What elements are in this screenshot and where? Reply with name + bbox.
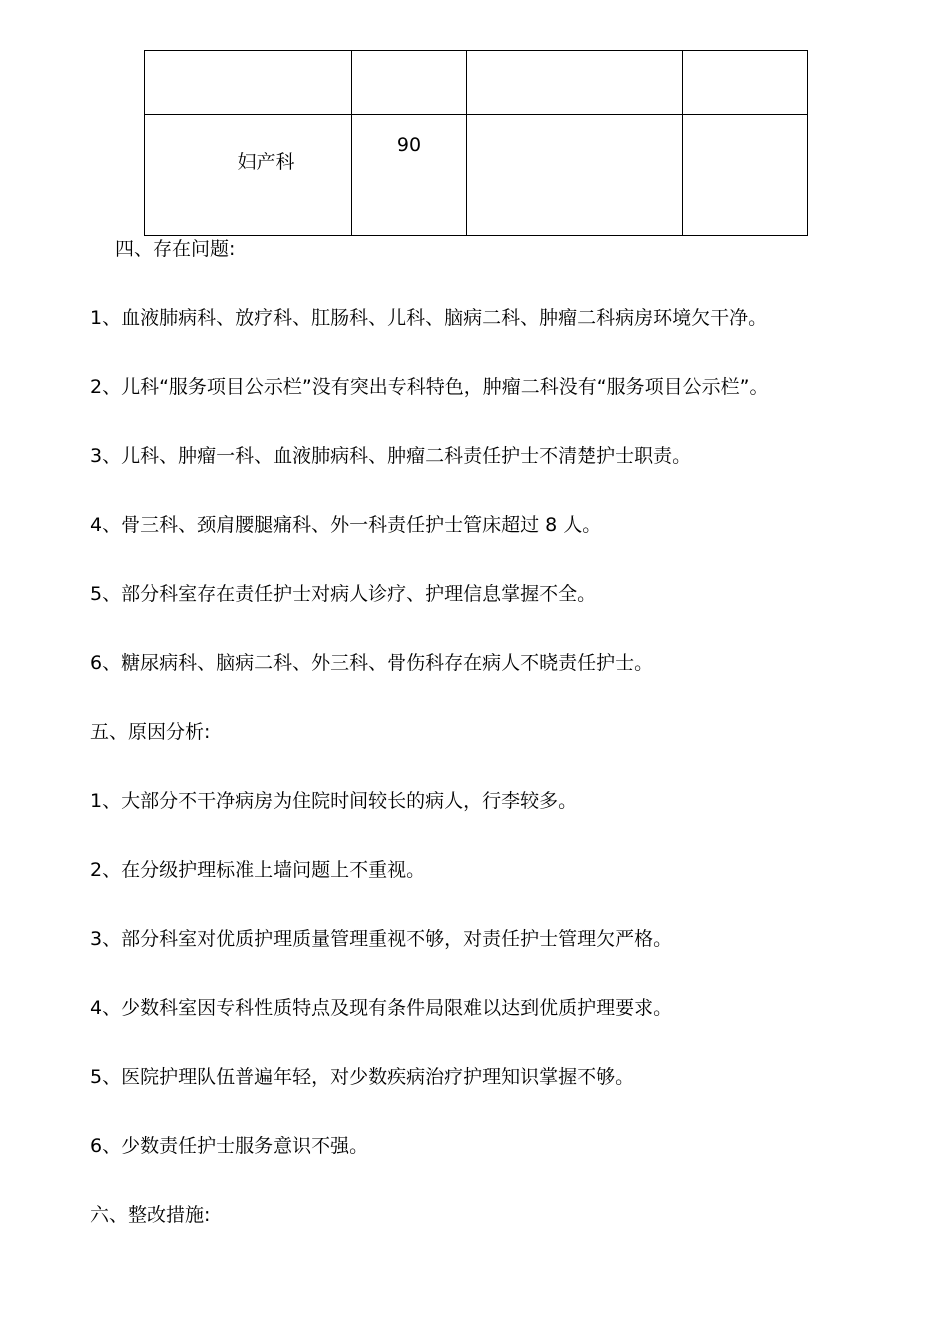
- score-table: [144, 50, 808, 236]
- problem-item-1: 1、血液肺病科、放疗科、肛肠科、儿科、脑病二科、肿瘤二科病房环境欠干净。: [90, 307, 768, 329]
- table-cell-score: [352, 51, 467, 115]
- table-cell-dept: [145, 51, 352, 115]
- table-row: [145, 115, 808, 236]
- dept-label: 妇产科: [237, 151, 295, 173]
- table-cell: [467, 115, 683, 236]
- cause-item-1: 1、大部分不干净病房为住院时间较长的病人，行李较多。: [90, 790, 578, 812]
- table-cell-score: 90: [352, 115, 467, 236]
- table-cell-dept: [145, 115, 352, 236]
- cause-item-4: 4、少数科室因专科性质特点及现有条件局限难以达到优质护理要求。: [90, 997, 673, 1019]
- cause-item-3: 3、部分科室对优质护理质量管理重视不够，对责任护士管理欠严格。: [90, 928, 673, 950]
- problem-item-2: 2、儿科“服务项目公示栏”没有突出专科特色，肿瘤二科没有“服务项目公示栏”。: [90, 376, 769, 398]
- problem-item-3: 3、儿科、肿瘤一科、血液肺病科、肿瘤二科责任护士不清楚护士职责。: [90, 445, 692, 467]
- cause-item-2: 2、在分级护理标准上墙问题上不重视。: [90, 859, 426, 881]
- cause-item-6: 6、少数责任护士服务意识不强。: [90, 1135, 369, 1157]
- problem-item-5: 5、部分科室存在责任护士对病人诊疗、护理信息掌握不全。: [90, 583, 597, 605]
- table-cell: [683, 51, 808, 115]
- cause-item-5: 5、医院护理队伍普遍年轻，对少数疾病治疗护理知识掌握不够。: [90, 1066, 635, 1088]
- problem-item-6: 6、糖尿病科、脑病二科、外三科、骨伤科存在病人不晓责任护士。: [90, 652, 654, 674]
- table-cell: [683, 115, 808, 236]
- section-heading-causes: 五、原因分析:: [90, 721, 211, 743]
- section-heading-problems: 四、存在问题:: [115, 238, 236, 260]
- table-cell: [467, 51, 683, 115]
- section-heading-measures: 六、整改措施:: [90, 1204, 211, 1226]
- problem-item-4: 4、骨三科、颈肩腰腿痛科、外一科责任护士管床超过 8 人。: [90, 514, 602, 536]
- table-row: [145, 51, 808, 115]
